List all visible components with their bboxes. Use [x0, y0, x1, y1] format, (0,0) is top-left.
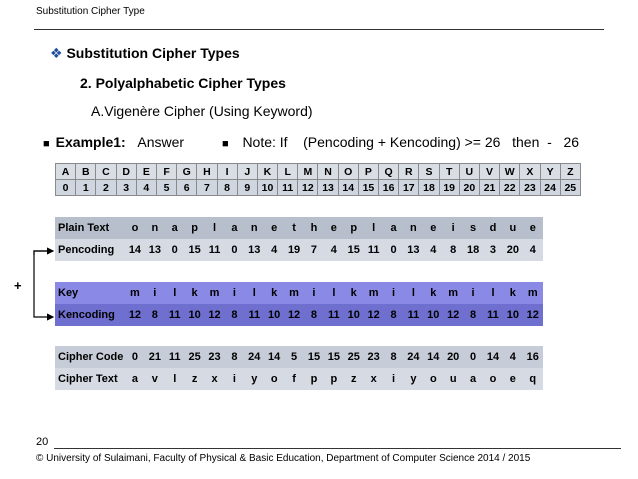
row-cell: z — [185, 368, 205, 390]
alphabet-number-cell: 6 — [177, 180, 197, 196]
alphabet-letter-cell: D — [116, 164, 136, 180]
row-cell: 16 — [523, 346, 543, 368]
row-cell: t — [284, 217, 304, 239]
row-cell: i — [384, 282, 404, 304]
alphabet-letter-cell: X — [520, 164, 540, 180]
row-cell: m — [284, 282, 304, 304]
row-cell: 14 — [125, 239, 145, 261]
row-cell: i — [304, 282, 324, 304]
row-cell: e — [523, 217, 543, 239]
row-label: Plain Text — [55, 217, 125, 239]
row-cell: n — [244, 217, 264, 239]
row-cell: 13 — [145, 239, 165, 261]
row-cell: k — [503, 282, 523, 304]
row-cell: 4 — [423, 239, 443, 261]
row-cell: q — [523, 368, 543, 390]
row-cell: 15 — [304, 346, 324, 368]
row-cell: 8 — [145, 304, 165, 326]
alphabet-letter-cell: O — [338, 164, 358, 180]
row-cell: 12 — [443, 304, 463, 326]
alphabet-letter-cell: H — [197, 164, 217, 180]
row-cell: 10 — [185, 304, 205, 326]
alphabet-number-cell: 10 — [257, 180, 277, 196]
row-cell: 10 — [503, 304, 523, 326]
alphabet-number-cell: 23 — [520, 180, 540, 196]
alphabet-letter-cell: Y — [540, 164, 560, 180]
alphabet-number-cell: 14 — [338, 180, 358, 196]
alphabet-number-cell: 4 — [136, 180, 156, 196]
row-cell: 4 — [523, 239, 543, 261]
row-cell: y — [403, 368, 423, 390]
row-cell: 12 — [125, 304, 145, 326]
row-cell: 11 — [205, 239, 225, 261]
bracket-arrow-upper — [34, 251, 53, 255]
row-cell: u — [443, 368, 463, 390]
alphabet-letter-cell: B — [76, 164, 96, 180]
alphabet-letter-cell: E — [136, 164, 156, 180]
row-cell: l — [205, 217, 225, 239]
row-cell: 8 — [443, 239, 463, 261]
row-cell: 23 — [205, 346, 225, 368]
alphabet-number-cell: 17 — [399, 180, 419, 196]
row-cell: 10 — [264, 304, 284, 326]
alphabet-number-cell: 9 — [237, 180, 257, 196]
row-cell: 19 — [284, 239, 304, 261]
row-cell: p — [304, 368, 324, 390]
alphabet-letter-cell: J — [237, 164, 257, 180]
row-cell: 8 — [304, 304, 324, 326]
row-cell: 15 — [324, 346, 344, 368]
row-cell: 13 — [244, 239, 264, 261]
row-cell: 11 — [324, 304, 344, 326]
row-cell: k — [264, 282, 284, 304]
example-label: Example1: — [55, 134, 126, 150]
alphabet-number-cell: 1 — [76, 180, 96, 196]
alphabet-letter-cell: F — [156, 164, 176, 180]
row-cell: e — [324, 217, 344, 239]
row-cell: 11 — [244, 304, 264, 326]
row-cell: p — [324, 368, 344, 390]
row-cell: n — [145, 217, 165, 239]
row-cell: 15 — [344, 239, 364, 261]
slide-header: Substitution Cipher Type — [36, 6, 145, 17]
alphabet-letter-cell: P — [358, 164, 378, 180]
alphabet-number-cell: 16 — [379, 180, 399, 196]
row-cell: a — [463, 368, 483, 390]
example-answer: Answer — [137, 134, 185, 150]
alphabet-letter-cell: V — [479, 164, 499, 180]
note-text: Note: If (Pencoding + Kencoding) >= 26 then - 26 — [242, 134, 580, 150]
row-cell: a — [224, 217, 244, 239]
row-cell: x — [205, 368, 225, 390]
row-cell: i — [224, 368, 244, 390]
row-cell: 8 — [463, 304, 483, 326]
alphabet-number-cell: 3 — [116, 180, 136, 196]
row-cell: 15 — [185, 239, 205, 261]
footer-divider — [54, 448, 621, 449]
row-cell: 0 — [165, 239, 185, 261]
row-cell: a — [165, 217, 185, 239]
row-label: Cipher Text — [55, 368, 125, 390]
method-title: A.Vigenère Cipher (Using Keyword) — [91, 103, 313, 119]
row-cell: 7 — [304, 239, 324, 261]
row-cell: i — [145, 282, 165, 304]
row-cell: 12 — [205, 304, 225, 326]
row-cell: 21 — [145, 346, 165, 368]
row-cell: 4 — [503, 346, 523, 368]
page-number: 20 — [36, 436, 49, 448]
alphabet-letter-cell: Q — [379, 164, 399, 180]
row-cell: u — [503, 217, 523, 239]
row-cell: 8 — [384, 346, 404, 368]
alphabet-letter-cell: U — [459, 164, 479, 180]
row-cell: o — [483, 368, 503, 390]
row-cell: 5 — [284, 346, 304, 368]
alphabet-number-cell: 7 — [197, 180, 217, 196]
diamond-bullet-icon: ❖ — [50, 45, 63, 61]
row-cell: i — [384, 368, 404, 390]
row-cell: p — [185, 217, 205, 239]
subtitle: 2. Polyalphabetic Cipher Types — [80, 75, 286, 91]
row-cell: 11 — [403, 304, 423, 326]
row-cell: m — [205, 282, 225, 304]
row-cell: 3 — [483, 239, 503, 261]
row-cell: 12 — [364, 304, 384, 326]
row-cell: 20 — [443, 346, 463, 368]
main-title-text: Substitution Cipher Types — [66, 45, 240, 61]
alphabet-letter-cell: G — [177, 164, 197, 180]
row-cell: 24 — [244, 346, 264, 368]
row-cell: o — [423, 368, 443, 390]
alphabet-letter-cell: R — [399, 164, 419, 180]
row-cell: m — [125, 282, 145, 304]
alphabet-letter-cell: T — [439, 164, 459, 180]
row-cell: 18 — [463, 239, 483, 261]
row-cell: p — [344, 217, 364, 239]
row-cell: 14 — [423, 346, 443, 368]
alphabet-letter-cell: M — [298, 164, 318, 180]
alphabet-letter-cell: I — [217, 164, 237, 180]
row-cell: 23 — [364, 346, 384, 368]
row-cell: o — [125, 217, 145, 239]
row-cell: m — [364, 282, 384, 304]
row-cell: l — [165, 368, 185, 390]
row-cell: 0 — [125, 346, 145, 368]
alphabet-number-cell: 25 — [560, 180, 580, 196]
row-cell: 14 — [483, 346, 503, 368]
alphabet-number-cell: 22 — [500, 180, 520, 196]
row-cell: 8 — [384, 304, 404, 326]
alphabet-number-cell: 0 — [56, 180, 76, 196]
row-cell: 8 — [224, 304, 244, 326]
row-cell: 13 — [403, 239, 423, 261]
row-cell: l — [244, 282, 264, 304]
row-cell: i — [463, 282, 483, 304]
row-cell: 4 — [324, 239, 344, 261]
row-cell: k — [344, 282, 364, 304]
row-cell: 11 — [165, 304, 185, 326]
row-cell: k — [185, 282, 205, 304]
row-cell: 0 — [224, 239, 244, 261]
alphabet-letter-cell: C — [96, 164, 116, 180]
row-cell: e — [503, 368, 523, 390]
row-cell: 10 — [423, 304, 443, 326]
row-label: Key — [55, 282, 125, 304]
row-cell: l — [403, 282, 423, 304]
row-label: Kencoding — [55, 304, 125, 326]
row-cell: 4 — [264, 239, 284, 261]
square-bullet-icon: ■ — [222, 138, 229, 150]
alphabet-letter-cell: W — [500, 164, 520, 180]
alphabet-letter-cell: Z — [560, 164, 580, 180]
alphabet-number-cell: 20 — [459, 180, 479, 196]
row-cell: 8 — [224, 346, 244, 368]
row-cell: 12 — [523, 304, 543, 326]
alphabet-number-cell: 5 — [156, 180, 176, 196]
row-cell: y — [244, 368, 264, 390]
row-label: Pencoding — [55, 239, 125, 261]
alphabet-number-cell: 15 — [358, 180, 378, 196]
row-cell: 25 — [185, 346, 205, 368]
row-cell: l — [364, 217, 384, 239]
row-cell: l — [324, 282, 344, 304]
row-cell: x — [364, 368, 384, 390]
row-cell: 20 — [503, 239, 523, 261]
bracket-arrow-lower — [34, 251, 53, 317]
row-cell: l — [165, 282, 185, 304]
row-cell: l — [483, 282, 503, 304]
alphabet-letter-cell: N — [318, 164, 338, 180]
row-cell: 25 — [344, 346, 364, 368]
row-cell: z — [344, 368, 364, 390]
plus-sign: + — [14, 278, 22, 293]
alphabet-number-cell: 19 — [439, 180, 459, 196]
row-cell: h — [304, 217, 324, 239]
row-cell: e — [423, 217, 443, 239]
row-cell: 10 — [344, 304, 364, 326]
row-cell: f — [284, 368, 304, 390]
row-cell: v — [145, 368, 165, 390]
row-cell: 11 — [364, 239, 384, 261]
alphabet-number-cell: 12 — [298, 180, 318, 196]
row-label: Cipher Code — [55, 346, 125, 368]
alphabet-number-cell: 11 — [278, 180, 298, 196]
alphabet-letter-cell: L — [278, 164, 298, 180]
square-bullet-icon: ■ — [43, 138, 50, 150]
alphabet-letter-cell: K — [257, 164, 277, 180]
row-cell: 11 — [165, 346, 185, 368]
row-cell: e — [264, 217, 284, 239]
row-cell: 12 — [284, 304, 304, 326]
row-cell: 0 — [463, 346, 483, 368]
row-cell: 0 — [384, 239, 404, 261]
row-cell: 11 — [483, 304, 503, 326]
footer-text: © University of Sulaimani, Faculty of Physical & Basic Education, Department of Computer Science 2014 / 2015 — [36, 453, 531, 464]
row-cell: i — [443, 217, 463, 239]
row-cell: n — [403, 217, 423, 239]
row-cell: a — [125, 368, 145, 390]
alphabet-number-cell: 24 — [540, 180, 560, 196]
row-cell: o — [264, 368, 284, 390]
row-cell: s — [463, 217, 483, 239]
alphabet-letter-cell: S — [419, 164, 439, 180]
alphabet-letter-cell: A — [56, 164, 76, 180]
row-cell: 14 — [264, 346, 284, 368]
row-cell: 24 — [403, 346, 423, 368]
row-cell: a — [384, 217, 404, 239]
alphabet-number-cell: 21 — [479, 180, 499, 196]
row-cell: i — [224, 282, 244, 304]
alphabet-number-cell: 8 — [217, 180, 237, 196]
alphabet-number-cell: 2 — [96, 180, 116, 196]
row-cell: d — [483, 217, 503, 239]
row-cell: k — [423, 282, 443, 304]
row-cell: m — [523, 282, 543, 304]
alphabet-number-cell: 13 — [318, 180, 338, 196]
row-cell: m — [443, 282, 463, 304]
alphabet-number-cell: 18 — [419, 180, 439, 196]
